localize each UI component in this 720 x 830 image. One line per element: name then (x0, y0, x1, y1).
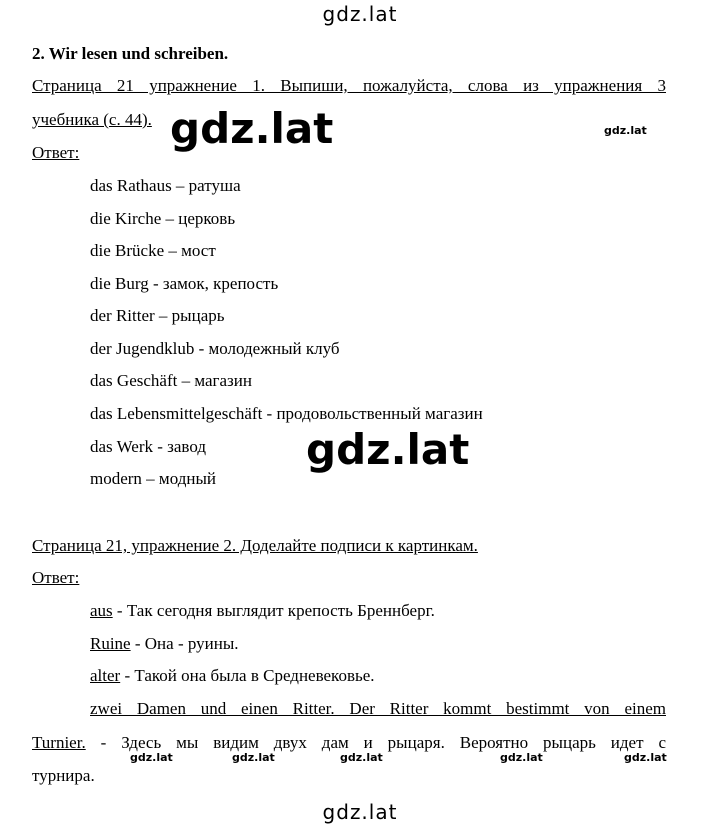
vocab-item: der Ritter – рыцарь (90, 306, 225, 325)
answer-long-line3: турнира. (32, 766, 95, 785)
watermark-small: gdz.lat (500, 751, 543, 764)
task2-answer-label: Ответ: (32, 568, 80, 587)
watermark-small: gdz.lat (232, 751, 275, 764)
vocab-item: die Burg - замок, крепость (90, 274, 279, 293)
watermark-large-1: gdz.lat (170, 104, 334, 153)
task1-prompt-line1: Страница 21 упражнение 1. Выпиши, пожалуйста, слова из упражнения 3 (32, 76, 666, 95)
answer-long-line2 (32, 733, 666, 753)
task1-answer-label: Ответ: (32, 143, 80, 162)
watermark-large-2: gdz.lat (306, 425, 470, 474)
answer-text: - Здесь мы видим двух дам и рыцаря. Вероятно рыцарь идет с (85, 733, 666, 752)
watermark-small: gdz.lat (340, 751, 383, 764)
vocab-item: modern – модный (90, 469, 216, 488)
vocab-item: die Kirche – церковь (90, 209, 236, 228)
watermark-small-right: gdz.lat (604, 124, 647, 137)
watermark-small: gdz.lat (624, 751, 667, 764)
answer-text: - Так сегодня выглядит крепость Бреннберг. (112, 601, 435, 620)
answer-word: Turnier. (32, 733, 86, 752)
watermark-bottom: gdz.lat (322, 800, 398, 824)
vocab-item: das Werk - завод (90, 437, 206, 456)
answer-word: alter (90, 666, 121, 685)
section-title: 2. Wir lesen und schreiben. (32, 44, 229, 63)
answer-long-line1: zwei Damen und einen Ritter. Der Ritter kommt bestimmt von einem (90, 699, 666, 718)
answer-text: - Она - руины. (130, 634, 239, 653)
answer-line (90, 601, 435, 621)
answer-text: - Такой она была в Средневековье. (120, 666, 375, 685)
answer-line (90, 634, 239, 654)
vocab-item: der Jugendklub - молодежный клуб (90, 339, 340, 358)
vocab-item: die Brücke – мост (90, 241, 216, 260)
vocab-item: das Rathaus – ратуша (90, 176, 241, 195)
watermark-small: gdz.lat (130, 751, 173, 764)
answer-line (90, 666, 375, 686)
watermark-top: gdz.lat (322, 2, 398, 26)
task2-prompt: Страница 21, упражнение 2. Доделайте подписи к картинкам. (32, 536, 478, 555)
task1-prompt-line2: учебника (с. 44). (32, 110, 152, 129)
vocab-item: das Geschäft – магазин (90, 371, 252, 390)
answer-word: Ruine (90, 634, 131, 653)
vocab-item: das Lebensmittelgeschäft - продовольственный магазин (90, 404, 483, 423)
answer-word: aus (90, 601, 113, 620)
